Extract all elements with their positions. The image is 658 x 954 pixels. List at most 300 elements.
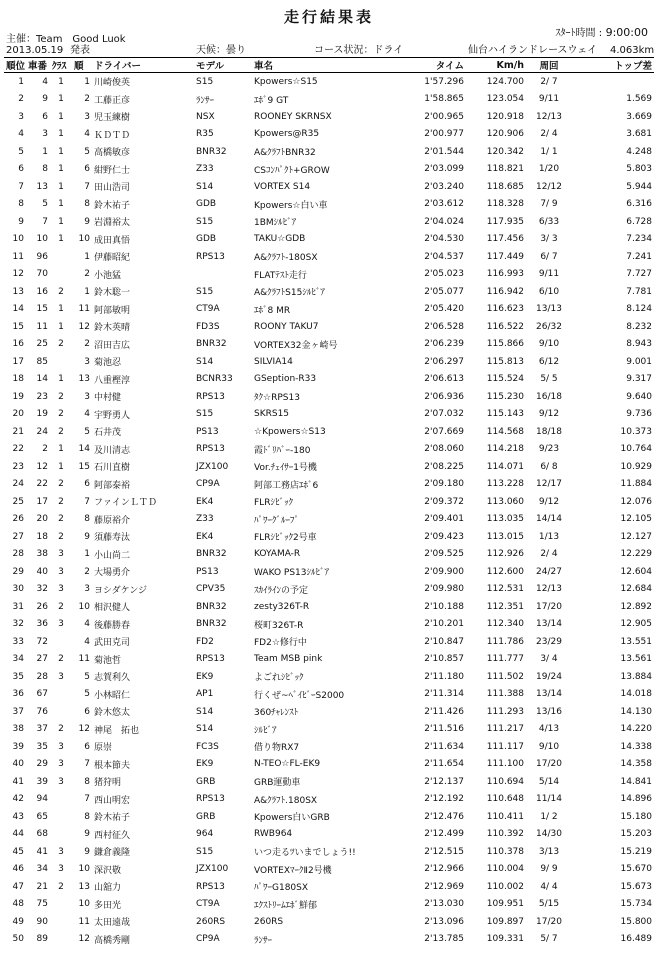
class-position-cell: 3 (84, 356, 90, 367)
model-cell: S14 (196, 724, 214, 735)
driver-cell: 高橋秀剛 (94, 935, 131, 946)
car-name-cell: A&ｸﾗﾌﾄ.180SX (254, 795, 318, 806)
class-position-cell: 6 (84, 741, 90, 752)
model-cell: BNR32 (196, 339, 227, 350)
class-cell: 2 (58, 286, 64, 297)
class-cell (50, 826, 72, 844)
speed-cell: 111.777 (486, 654, 524, 665)
table-row (4, 388, 654, 406)
circuit-distance: 4.063km (610, 45, 655, 56)
class-cell: 3 (58, 776, 64, 787)
speed-cell: 111.502 (486, 671, 524, 682)
driver-cell: 小池猛 (94, 270, 122, 281)
lap-cell: 3/ 4 (540, 654, 558, 665)
car-number-cell: 94 (36, 794, 48, 805)
class-cell: 3 (58, 671, 64, 682)
driver-cell: 菊池忍 (94, 358, 122, 369)
gap-cell: 4.248 (626, 146, 652, 157)
car-name-cell: VORTEXﾏｰｸⅡ2号機 (254, 865, 332, 876)
time-cell: 2'07.032 (424, 409, 464, 420)
model-cell: JZX100 (196, 461, 229, 472)
model-cell: S14 (196, 706, 214, 717)
header-driver: ドライバー (92, 58, 194, 73)
car-number-cell: 90 (36, 916, 48, 927)
gap-cell: 1.569 (626, 94, 652, 105)
car-name-cell: ﾀｸ☆RPS13 (254, 393, 300, 404)
class-position-cell: 11 (78, 304, 90, 315)
driver-cell: ＫＤＴＤ (94, 130, 131, 141)
speed-cell: 114.218 (486, 444, 524, 455)
time-cell: 2'05.077 (424, 286, 464, 297)
time-cell: 2'03.099 (424, 164, 464, 175)
time-cell: 2'12.966 (424, 864, 464, 875)
gap-cell: 5.944 (626, 181, 652, 192)
model-cell: CT9A (196, 304, 220, 315)
car-name-cell: CSｺﾝﾊﾟｸﾄ+GROW (254, 165, 330, 176)
header-model: モデル (194, 58, 252, 73)
class-cell: 3 (58, 846, 64, 857)
driver-cell: 川崎俊英 (94, 78, 131, 89)
class-position-cell: 7 (84, 496, 90, 507)
driver-cell: 菊池哲 (94, 655, 122, 666)
car-name-cell: Kpowers☆S15 (254, 76, 318, 87)
driver-cell: 児玉練樹 (94, 113, 131, 124)
class-cell: 3 (58, 619, 64, 630)
car-name-cell: Kpowers☆白い車 (254, 200, 328, 211)
time-cell: 2'00.965 (424, 111, 464, 122)
lap-cell: 5/ 7 (540, 934, 558, 945)
class-cell (50, 266, 72, 284)
lap-cell: 4/13 (538, 724, 560, 735)
position-cell: 24 (12, 479, 24, 490)
model-cell: GRB (196, 776, 216, 787)
gap-cell: 15.670 (620, 864, 652, 875)
class-cell: 1 (58, 94, 64, 105)
table-row (4, 108, 654, 126)
gap-cell: 12.905 (620, 619, 652, 630)
speed-cell: 114.071 (486, 461, 524, 472)
model-cell: RPS13 (196, 251, 225, 262)
class-position-cell: 12 (78, 934, 90, 945)
car-number-cell: 89 (36, 934, 48, 945)
class-cell: 2 (58, 339, 64, 350)
gap-cell: 14.220 (620, 724, 652, 735)
car-number-cell: 21 (36, 881, 48, 892)
class-cell: 1 (58, 374, 64, 385)
car-name-cell: Kpowers@R35 (254, 129, 320, 140)
car-name-cell: SKRS15 (254, 409, 290, 420)
class-position-cell: 9 (84, 531, 90, 542)
header-car-name: 車名 (252, 58, 402, 73)
class-position-cell: 5 (84, 671, 90, 682)
lap-cell: 9/ 9 (540, 864, 558, 875)
model-cell: Z33 (196, 164, 214, 175)
position-cell: 11 (12, 251, 24, 262)
table-row (4, 651, 654, 669)
gap-cell: 9.736 (626, 409, 652, 420)
driver-cell: 鈴木英晴 (94, 323, 131, 334)
position-cell: 10 (12, 234, 24, 245)
position-cell: 34 (12, 654, 24, 665)
car-number-cell: 29 (36, 759, 48, 770)
car-number-cell: 41 (36, 846, 48, 857)
position-cell: 2 (18, 94, 24, 105)
car-number-cell: 34 (36, 864, 48, 875)
speed-cell: 111.100 (486, 759, 524, 770)
car-number-cell: 27 (36, 654, 48, 665)
model-cell: GDB (196, 234, 217, 245)
model-cell: FD2 (196, 636, 214, 647)
driver-cell: 深沢敬 (94, 865, 122, 876)
model-cell: BNR32 (196, 619, 227, 630)
lap-cell: 9/23 (538, 444, 560, 455)
class-cell: 1 (58, 216, 64, 227)
speed-cell: 110.378 (486, 846, 524, 857)
model-cell: S15 (196, 286, 214, 297)
lap-cell: 13/14 (536, 689, 562, 700)
gap-cell: 10.764 (620, 444, 652, 455)
table-row (4, 283, 654, 301)
session-label: 発表 (70, 45, 90, 56)
car-number-cell: 2 (42, 444, 48, 455)
lap-cell: 19/24 (536, 671, 562, 682)
speed-cell: 111.117 (486, 741, 524, 752)
class-position-cell: 13 (78, 881, 90, 892)
car-number-cell: 24 (36, 426, 48, 437)
time-cell: 2'10.188 (424, 601, 464, 612)
lap-cell: 6/33 (538, 216, 560, 227)
position-cell: 42 (12, 794, 24, 805)
car-number-cell: 6 (42, 111, 48, 122)
position-cell: 50 (12, 934, 24, 945)
time-cell: 2'13.030 (424, 899, 464, 910)
gap-cell: 15.800 (620, 916, 652, 927)
car-name-cell: Vor.ﾁｪｲｻｰ1号機 (254, 463, 317, 474)
car-name-cell: ｽｶｲﾗｲﾝの予定 (254, 585, 309, 596)
table-row (4, 371, 654, 389)
speed-cell: 112.926 (486, 549, 524, 560)
time-cell: 1'57.296 (424, 76, 464, 87)
car-name-cell: N-TEO☆FL-EK9 (254, 759, 321, 770)
header-class: ｸﾗｽ (50, 58, 72, 73)
table-row (4, 668, 654, 686)
car-number-cell: 75 (36, 899, 48, 910)
car-number-cell: 13 (36, 181, 48, 192)
car-name-cell: WAKO PS13ｼﾙﾋﾞｱ (254, 568, 330, 579)
time-cell: 2'12.969 (424, 881, 464, 892)
class-cell: 1 (58, 164, 64, 175)
time-cell: 2'13.096 (424, 916, 464, 927)
class-position-cell: 3 (84, 111, 90, 122)
position-cell: 28 (12, 549, 24, 560)
position-cell: 33 (12, 636, 24, 647)
driver-cell: 原崇 (94, 743, 113, 754)
class-position-cell: 7 (84, 181, 90, 192)
table-row (4, 703, 654, 721)
class-position-cell: 14 (78, 444, 90, 455)
class-cell (50, 248, 72, 266)
model-cell: JZX100 (196, 864, 229, 875)
lap-cell: 23/29 (536, 636, 562, 647)
table-row (4, 441, 654, 459)
class-cell (50, 703, 72, 721)
class-position-cell: 1 (84, 251, 90, 262)
table-row (4, 336, 654, 354)
car-number-cell: 40 (36, 566, 48, 577)
car-number-cell: 12 (36, 461, 48, 472)
speed-cell: 118.328 (486, 199, 524, 210)
model-cell: S14 (196, 356, 214, 367)
lap-cell: 13/13 (536, 304, 562, 315)
class-cell: 2 (58, 531, 64, 542)
header-class-position: 順 (72, 58, 92, 73)
speed-cell: 116.993 (486, 269, 524, 280)
car-name-cell: 行くぜ~ﾍﾞｲﾋﾞｰS2000 (254, 690, 345, 701)
speed-cell: 112.600 (486, 566, 524, 577)
lap-cell: 6/12 (538, 356, 560, 367)
car-number-cell: 85 (36, 356, 48, 367)
table-row (4, 231, 654, 249)
table-row (4, 546, 654, 564)
position-cell: 9 (18, 216, 24, 227)
table-row (4, 843, 654, 861)
class-position-cell: 12 (78, 724, 90, 735)
class-position-cell: 6 (84, 164, 90, 175)
car-name-cell: ﾗﾝｻｰ (254, 935, 273, 946)
position-cell: 38 (12, 724, 24, 735)
table-row (4, 91, 654, 109)
lap-cell: 4/ 4 (540, 881, 558, 892)
speed-cell: 117.449 (486, 251, 524, 262)
car-number-cell: 9 (42, 94, 48, 105)
driver-cell: 中村健 (94, 393, 122, 404)
table-row (4, 178, 654, 196)
lap-cell: 14/30 (536, 829, 562, 840)
driver-cell: 鎌倉義隆 (94, 848, 131, 859)
gap-cell: 12.105 (620, 514, 652, 525)
class-cell: 1 (58, 199, 64, 210)
car-name-cell: FLRｼﾋﾞｯｸ (254, 498, 293, 509)
lap-cell: 3/ 3 (540, 234, 558, 245)
model-cell: CP9A (196, 934, 220, 945)
lap-cell: 26/32 (536, 321, 562, 332)
position-cell: 30 (12, 584, 24, 595)
lap-cell: 17/20 (536, 759, 562, 770)
car-name-cell: A&ｸﾗﾌﾄ-180SX (254, 253, 318, 264)
car-number-cell: 37 (36, 724, 48, 735)
time-cell: 2'11.634 (424, 741, 464, 752)
speed-cell: 120.918 (486, 111, 524, 122)
class-position-cell: 10 (78, 601, 90, 612)
gap-cell: 8.943 (626, 339, 652, 350)
class-cell: 2 (58, 514, 64, 525)
gap-cell: 9.640 (626, 391, 652, 402)
driver-cell: 鈴木祐子 (94, 200, 131, 211)
lap-cell: 11/14 (536, 794, 562, 805)
model-cell: 260RS (196, 916, 226, 927)
position-cell: 41 (12, 776, 24, 787)
class-cell: 3 (58, 566, 64, 577)
lap-cell: 6/ 8 (540, 461, 558, 472)
lap-cell: 5/ 5 (540, 374, 558, 385)
driver-cell: 石川直樹 (94, 463, 131, 474)
speed-cell: 113.015 (486, 531, 524, 542)
class-position-cell: 8 (84, 811, 90, 822)
table-row (4, 143, 654, 161)
car-number-cell: 96 (36, 251, 48, 262)
lap-cell: 18/18 (536, 426, 562, 437)
model-cell: AP1 (196, 689, 214, 700)
car-number-cell: 36 (36, 619, 48, 630)
position-cell: 40 (12, 759, 24, 770)
car-number-cell: 76 (36, 706, 48, 717)
time-cell: 2'06.936 (424, 391, 464, 402)
car-name-cell: A&ｸﾗﾌﾄBNR32 (254, 148, 316, 159)
position-cell: 8 (18, 199, 24, 210)
driver-cell: 須藤寿汰 (94, 533, 131, 544)
class-cell: 3 (58, 549, 64, 560)
time-cell: 2'10.847 (424, 636, 464, 647)
time-cell: 2'07.669 (424, 426, 464, 437)
car-name-cell: GSeption-R33 (254, 374, 317, 385)
position-cell: 13 (12, 286, 24, 297)
speed-cell: 113.228 (486, 479, 524, 490)
time-cell: 2'04.024 (424, 216, 464, 227)
car-number-cell: 65 (36, 811, 48, 822)
class-position-cell: 6 (84, 479, 90, 490)
position-cell: 32 (12, 619, 24, 630)
time-cell: 2'12.137 (424, 776, 464, 787)
car-name-cell: 借り物RX7 (254, 743, 300, 754)
car-name-cell: A&ｸﾗﾌﾄS15ｼﾙﾋﾞｱ (254, 288, 325, 299)
driver-cell: 石井茂 (94, 428, 122, 439)
class-position-cell: 9 (84, 216, 90, 227)
time-cell: 2'11.654 (424, 759, 464, 770)
gap-cell: 12.892 (620, 601, 652, 612)
gap-cell: 15.180 (620, 811, 652, 822)
time-cell: 2'04.530 (424, 234, 464, 245)
class-position-cell: 11 (78, 654, 90, 665)
speed-cell: 115.813 (486, 356, 524, 367)
class-position-cell: 2 (84, 339, 90, 350)
gap-cell: 15.734 (620, 899, 652, 910)
speed-cell: 124.700 (486, 76, 524, 87)
driver-cell: 鈴木悠太 (94, 708, 131, 719)
time-cell: 2'01.544 (424, 146, 464, 157)
gap-cell: 3.681 (626, 129, 652, 140)
time-cell: 2'11.180 (424, 671, 464, 682)
class-position-cell: 5 (84, 146, 90, 157)
model-cell: S15 (196, 76, 214, 87)
gap-cell: 14.018 (620, 689, 652, 700)
class-position-cell: 12 (78, 321, 90, 332)
car-number-cell: 14 (36, 374, 48, 385)
speed-cell: 111.293 (486, 706, 524, 717)
car-number-cell: 25 (36, 339, 48, 350)
car-name-cell: ☆Kpowers☆S13 (254, 426, 326, 437)
position-cell: 1 (18, 76, 24, 87)
class-position-cell: 4 (84, 636, 90, 647)
position-cell: 36 (12, 689, 24, 700)
class-cell (50, 686, 72, 704)
class-cell: 1 (58, 234, 64, 245)
start-time-info (556, 24, 648, 39)
driver-cell: ヨシダケンジ (94, 585, 147, 596)
class-cell: 2 (58, 409, 64, 420)
position-cell: 48 (12, 899, 24, 910)
car-name-cell: 桜町326T-R (254, 620, 304, 631)
model-cell: PS13 (196, 426, 219, 437)
model-cell: GDB (196, 199, 217, 210)
car-name-cell: FLATﾃｽﾄ走行 (254, 270, 307, 281)
class-position-cell: 7 (84, 759, 90, 770)
table-row (4, 563, 654, 581)
table-row (4, 686, 654, 704)
driver-cell: 大場勇介 (94, 568, 131, 579)
model-cell: BCNR33 (196, 374, 233, 385)
gap-cell: 14.130 (620, 706, 652, 717)
car-number-cell: 22 (36, 479, 48, 490)
speed-cell: 112.531 (486, 584, 524, 595)
car-name-cell: ROONEY SKRNSX (254, 111, 332, 122)
class-cell: 2 (58, 724, 64, 735)
table-row (4, 423, 654, 441)
gap-cell: 16.489 (620, 934, 652, 945)
time-cell: 2'08.060 (424, 444, 464, 455)
gap-cell: 11.884 (620, 479, 652, 490)
driver-cell: 田山浩司 (94, 183, 131, 194)
class-cell: 1 (58, 444, 64, 455)
table-row (4, 826, 654, 844)
driver-cell: 岩淵裕太 (94, 218, 131, 229)
driver-cell: 鈴木祐子 (94, 813, 131, 824)
driver-cell: 高橋敏彦 (94, 148, 131, 159)
position-cell: 18 (12, 374, 24, 385)
speed-cell: 123.054 (486, 94, 524, 105)
time-cell: 2'00.977 (424, 129, 464, 140)
class-cell: 1 (58, 321, 64, 332)
model-cell: PS13 (196, 566, 219, 577)
driver-cell: 西村征久 (94, 830, 131, 841)
time-cell: 2'09.423 (424, 531, 464, 542)
class-cell (50, 791, 72, 809)
class-cell: 1 (58, 304, 64, 315)
car-name-cell: ｴﾎﾞ9 GT (254, 95, 289, 106)
car-name-cell: ROONY TAKU7 (254, 321, 319, 332)
gap-cell: 9.317 (626, 374, 652, 385)
car-name-cell: 360ﾁｬﾚﾝｽﾄ (254, 708, 299, 719)
car-number-cell: 68 (36, 829, 48, 840)
car-name-cell: KOYAMA-R (254, 549, 301, 560)
table-row (4, 773, 654, 791)
circuit-name: 仙台ハイランドレースウェイ (468, 45, 598, 56)
gap-cell: 12.229 (620, 549, 652, 560)
class-position-cell: 6 (84, 706, 90, 717)
speed-cell: 110.411 (486, 811, 524, 822)
gap-cell: 12.076 (620, 496, 652, 507)
model-cell: GRB (196, 811, 216, 822)
model-cell (194, 266, 252, 284)
position-cell: 46 (12, 864, 24, 875)
position-cell: 39 (12, 741, 24, 752)
driver-cell: 藤原裕介 (94, 515, 131, 526)
table-row (4, 301, 654, 319)
car-number-cell: 8 (42, 164, 48, 175)
class-position-cell: 4 (84, 409, 90, 420)
table-row (4, 633, 654, 651)
time-cell: 2'06.528 (424, 321, 464, 332)
speed-cell: 111.217 (486, 724, 524, 735)
